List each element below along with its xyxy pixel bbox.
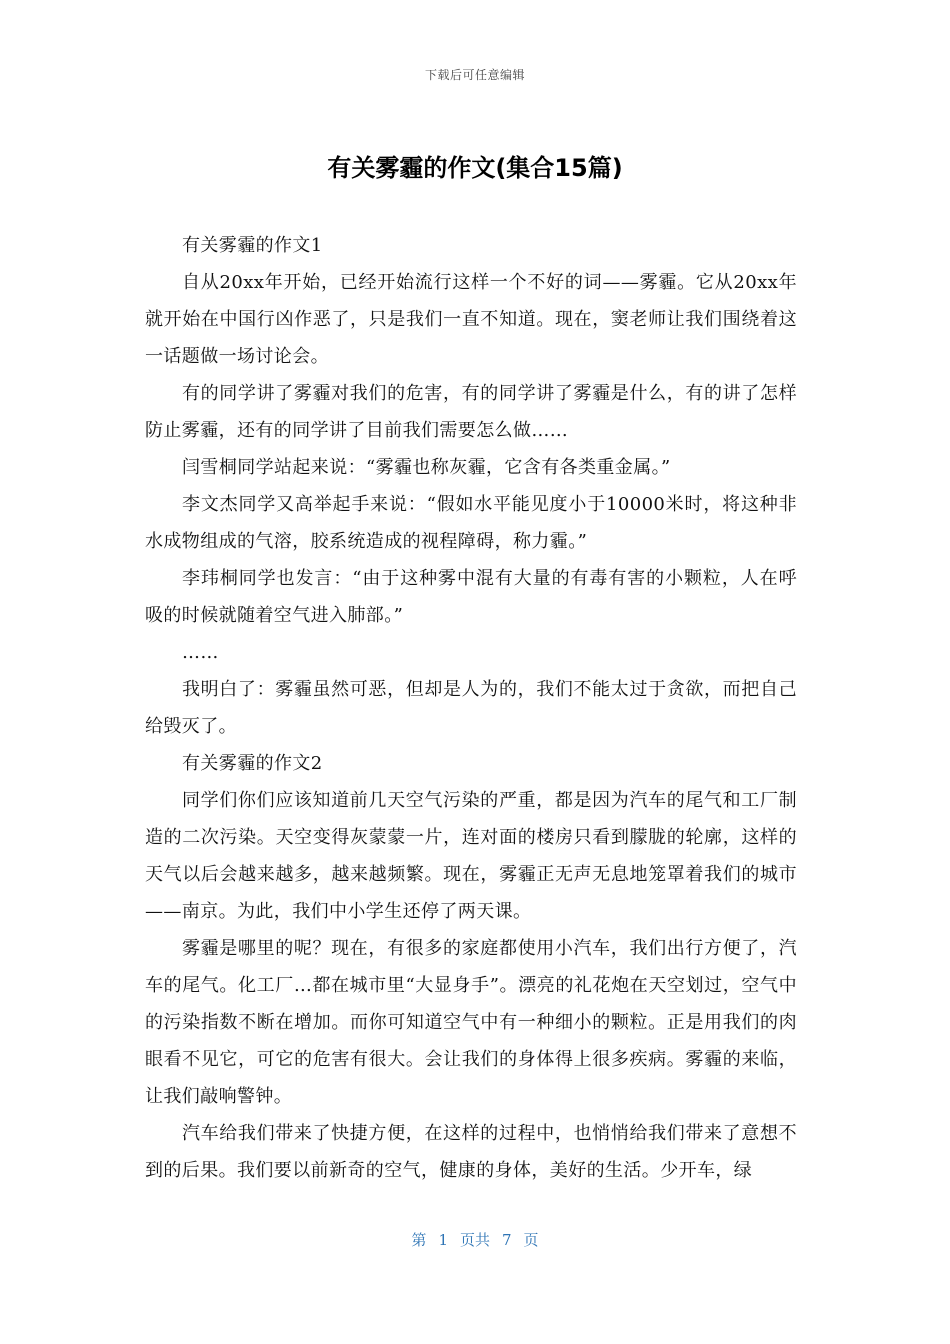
footer-end-label: 页 xyxy=(523,1231,539,1249)
footer-page-label: 第 xyxy=(411,1231,427,1249)
paragraph: 雾霾是哪里的呢？现在，有很多的家庭都使用小汽车，我们出行方便了，汽车的尾气。化工厂…都在城市里“大显身手”。漂亮的礼花炮在天空划过，空气中的污染指数不断在增加。而你可知道空气中有一种细小的颗粒。正是用我们的肉眼看不见它，可它的危害有很大。会让我们的身体得上很多疾病。雾霾的来临，让我们敲响警钟。 xyxy=(145,938,797,1107)
page-footer xyxy=(0,1229,950,1250)
section-heading-2: 有关雾霾的作文2 xyxy=(182,753,323,774)
paragraph-ellipsis: …… xyxy=(182,642,219,663)
header-note: 下载后可任意编辑 xyxy=(424,68,525,82)
paragraph: 李玮桐同学也发言：“由于这种雾中混有大量的有毒有害的小颗粒，人在呼吸的时候就随着空气进入肺部。” xyxy=(145,568,797,626)
paragraph: 闫雪桐同学站起来说：“雾霾也称灰霾，它含有各类重金属。” xyxy=(182,457,671,478)
document-body xyxy=(145,227,797,1189)
section-heading-1: 有关雾霾的作文1 xyxy=(182,235,323,256)
paragraph: 有的同学讲了雾霾对我们的危害，有的同学讲了雾霾是什么，有的讲了怎样防止雾霾，还有的同学讲了目前我们需要怎么做…… xyxy=(145,383,797,441)
paragraph: 同学们你们应该知道前几天空气污染的严重，都是因为汽车的尾气和工厂制造的二次污染。天空变得灰蒙蒙一片，连对面的楼房只看到朦胧的轮廓，这样的天气以后会越来越多，越来越频繁。现在，雾霾正无声无息地笼罩着我们的城市——南京。为此，我们中小学生还停了两天课。 xyxy=(145,790,797,922)
document-title: 有关雾霾的作文(集合15篇) xyxy=(327,154,623,182)
footer-of-label: 页共 xyxy=(459,1231,490,1249)
paragraph: 我明白了：雾霾虽然可恶，但却是人为的，我们不能太过于贪欲，而把自己给毁灭了。 xyxy=(145,679,797,737)
footer-current-page: 1 xyxy=(438,1231,448,1249)
paragraph: 李文杰同学又高举起手来说：“假如水平能见度小于10000米时，将这种非水成物组成的气溶，胶系统造成的视程障碍，称力霾。” xyxy=(145,494,797,552)
paragraph: 汽车给我们带来了快捷方便，在这样的过程中，也悄悄给我们带来了意想不到的后果。我们要以前新奇的空气，健康的身体，美好的生活。少开车，绿 xyxy=(145,1123,797,1181)
footer-total-pages: 7 xyxy=(502,1231,512,1249)
paragraph: 自从20xx年开始，已经开始流行这样一个不好的词——雾霾。它从20xx年就开始在中国行凶作恶了，只是我们一直不知道。现在，窦老师让我们围绕着这一话题做一场讨论会。 xyxy=(145,272,797,367)
